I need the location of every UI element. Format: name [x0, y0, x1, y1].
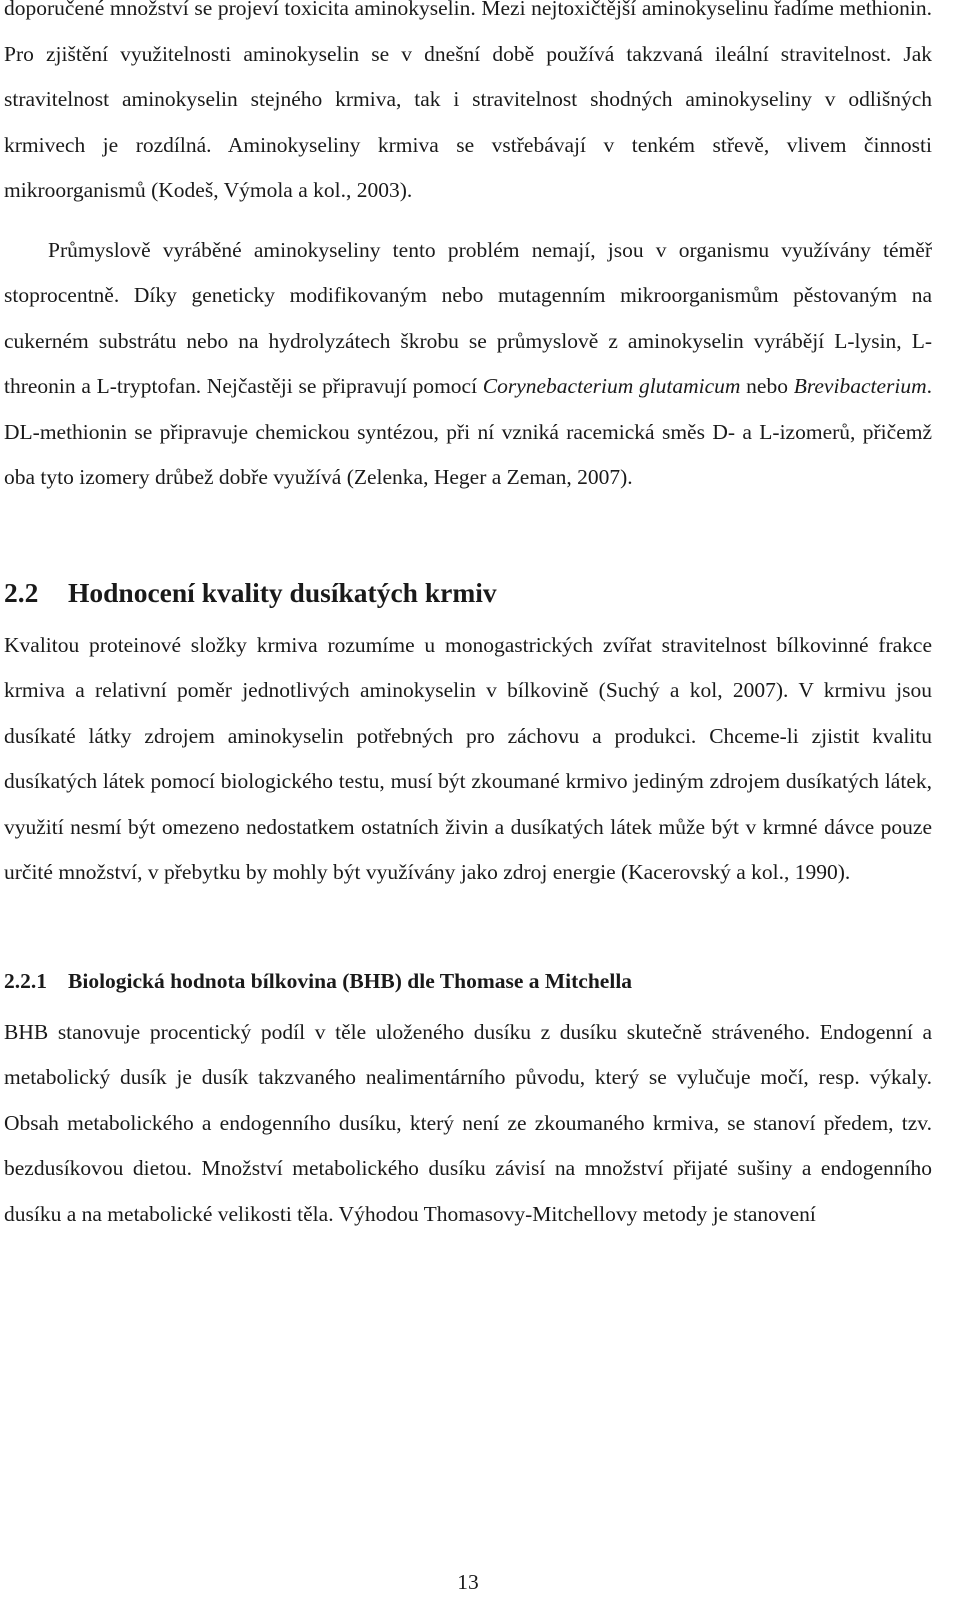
paragraph-protein-quality: Kvalitou proteinové složky krmiva rozumíme u monogastrických zvířat stravitelnost bílkovinné frakce krmiva a relativní poměr jednotlivých aminokyselin v bílkovině (Suchý a kol, 2007). V krmivu jsou dusíkaté látky zdrojem aminokyselin potřebných pro záchovu a produkci. Chceme-li zjistit kvalitu dusíkatých látek pomocí biologického testu, musí být zkoumané krmivo jediným zdrojem dusíkatých látek, využití nesmí být omezeno nedostatkem ostatních živin a dusíkatých látek může být v krmné dávce pouze určité množství, v přebytku by mohly být využívány jako zdroj energie (Kacerovský a kol., 1990).: [4, 632, 932, 884]
paragraph-industrial-amino-acids: [4, 228, 932, 501]
subsection-number: 2.2.1: [4, 968, 47, 993]
paragraph-bhb: BHB stanovuje procentický podíl v těle uloženého dusíku z dusíku skutečně stráveného. Endogenní a metabolický dusík je dusík takzvaného nealimentárního původu, který se vylučuje močí, resp. výkaly. Obsah metabolického a endogenního dusíku, který není ze zkoumaného krmiva, se stanoví předem, tzv. bezdusíkovou dietou. Množství metabolického dusíku závisí na množství přijaté sušiny a endogenního dusíku a na metabolické velikosti těla. Výhodou Thomasovy-Mitchellovy metody je stanovení: [4, 1019, 932, 1226]
paragraph-text: nebo: [740, 374, 794, 398]
species-name-brevibacterium: Brevibacterium: [793, 374, 927, 398]
paragraph-text: . DL-methionin se připravuje chemickou syntézou, při ní vzniká racemická směs D- a L-izomerů, přičemž oba tyto izomery drůbež dobře využívá (Zelenka, Heger a Zeman, 2007).: [4, 374, 932, 489]
paragraph-text: Průmyslově vyráběné aminokyseliny tento problém nemají, jsou v organismu využívány téměř stoprocentně. Díky geneticky modifikovaným nebo mutagenním mikroorganismům pěstovaným na cukerném substrátu nebo na hydrolyzátech škrobu se průmyslově z aminokyselin vyrábějí L-lysin, L-threonin a L-tryptofan. Nejčastěji se připravují pomocí: [4, 237, 932, 398]
subsection-heading: [4, 964, 932, 1010]
document-page: [4, 0, 932, 1237]
subsection-title: Biologická hodnota bílkovina (BHB) dle Thomase a Mitchella: [68, 968, 633, 993]
section-heading: [4, 573, 932, 623]
section-title: Hodnocení kvality dusíkatých krmiv: [68, 576, 497, 608]
species-name-corynebacterium: Corynebacterium glutamicum: [482, 374, 741, 398]
section-number: 2.2: [4, 576, 39, 608]
page-number: 13: [457, 1570, 479, 1594]
paragraph-toxicity: doporučené množství se projeví toxicita aminokyselin. Mezi nejtoxičtější aminokyselinu řadíme methionin. Pro zjištění využitelnosti aminokyselin se v dnešní době používá takzvaná ileální stravitelnost. Jak stravitelnost aminokyselin stejného krmiva, tak i stravitelnost shodných aminokyseliny v odlišných krmivech je rozdílná. Aminokyseliny krmiva se vstřebávají v tenkém střevě, vlivem činnosti mikroorganismů (Kodeš, Výmola a kol., 2003).: [4, 0, 932, 202]
